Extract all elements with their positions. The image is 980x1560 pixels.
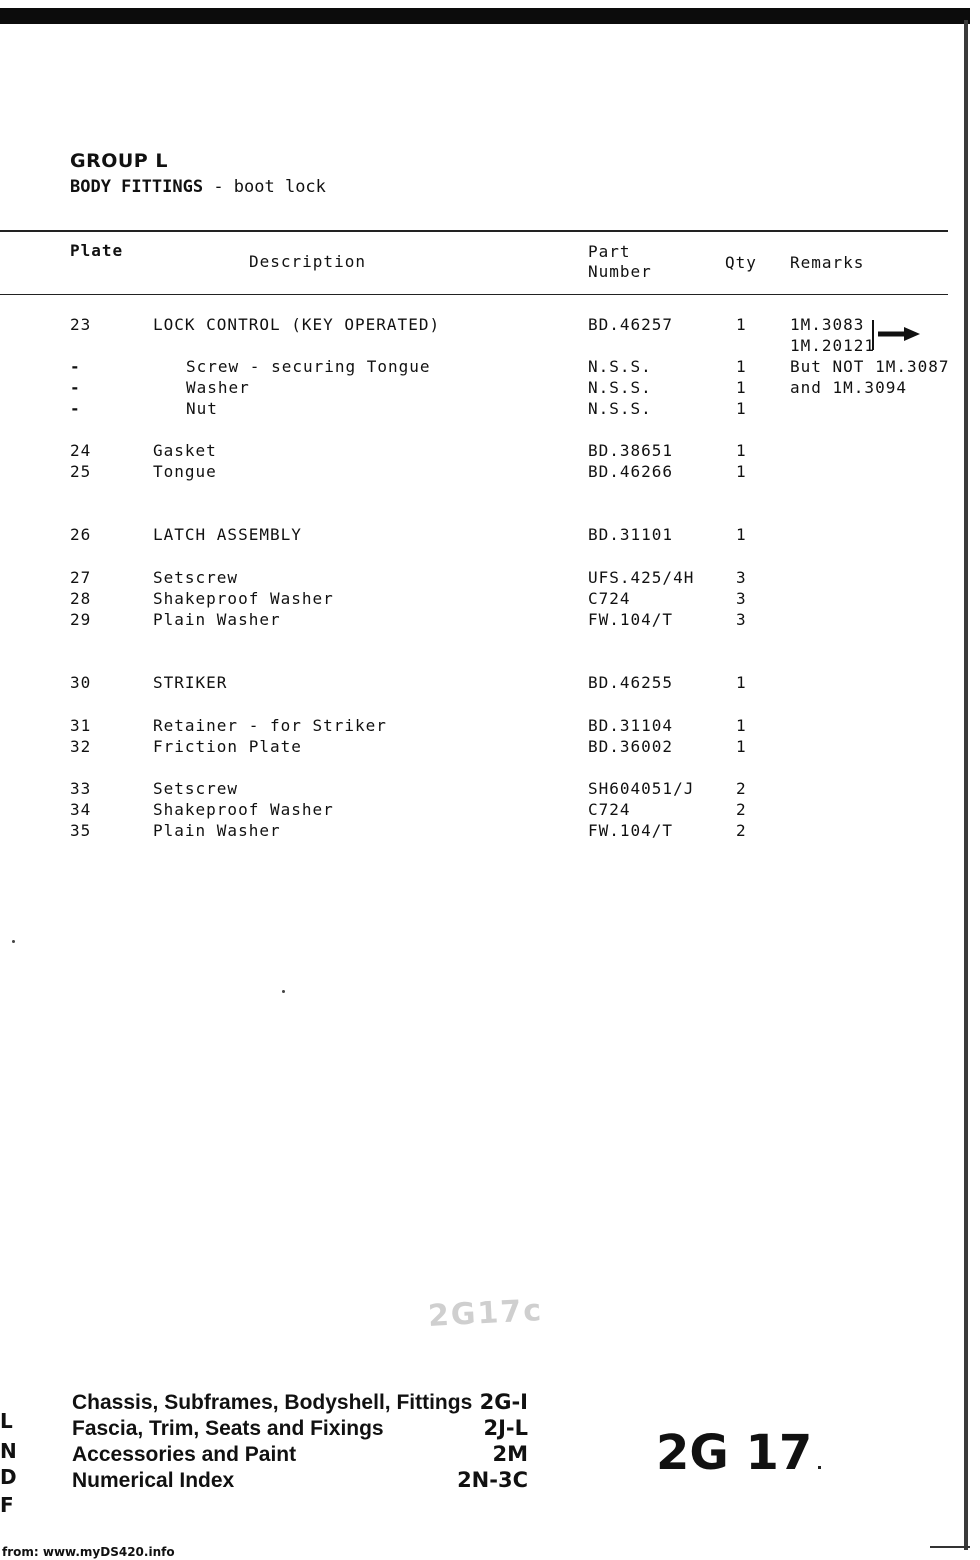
table-row [0, 440, 960, 461]
page-number: 2G 17 [656, 1425, 813, 1481]
quantity: 1 [736, 441, 747, 460]
quantity: 3 [736, 610, 747, 629]
index-code: 2J-L [483, 1416, 528, 1440]
column-header-part-line1: Part [588, 242, 631, 261]
plate-number: 25 [70, 462, 92, 481]
table-row [0, 335, 960, 356]
table-top-rule [0, 230, 948, 232]
description: Setscrew [153, 568, 239, 587]
quantity: 1 [736, 462, 747, 481]
table-row [0, 799, 960, 820]
part-number: SH604051/J [588, 779, 695, 798]
plate-number: 30 [70, 673, 92, 692]
part-number: BD.46255 [588, 673, 674, 692]
part-number: C724 [588, 800, 631, 819]
description: Shakeproof Washer [153, 800, 334, 819]
quantity: 1 [736, 673, 747, 692]
subtitle-topic: - boot lock [213, 177, 326, 197]
table-row [0, 314, 960, 335]
index-label: Numerical Index [72, 1469, 235, 1492]
part-number: BD.46257 [588, 315, 674, 334]
description: Washer [186, 378, 250, 397]
page-dot [818, 1466, 821, 1469]
quantity: 1 [736, 378, 747, 397]
plate-number: 28 [70, 589, 92, 608]
table-row [0, 778, 960, 799]
edge-tab-letter: F [0, 1493, 14, 1517]
scan-right-border [964, 20, 968, 1550]
table-row [0, 524, 960, 545]
plate-number: 31 [70, 716, 92, 735]
edge-tab-letter: L [0, 1409, 13, 1433]
part-number: N.S.S. [588, 357, 652, 376]
quantity: 1 [736, 315, 747, 334]
quantity: 1 [736, 357, 747, 376]
plate-number: 24 [70, 441, 92, 460]
remark: 1M.3083 [790, 315, 865, 334]
column-header-plate: Plate [70, 241, 124, 260]
description: LATCH ASSEMBLY [153, 525, 302, 544]
index-code: 2N-3C [457, 1468, 528, 1492]
part-number: BD.31101 [588, 525, 674, 544]
scan-top-border [0, 8, 970, 24]
table-row [0, 461, 960, 482]
plate-number: 33 [70, 779, 92, 798]
quantity: 2 [736, 779, 747, 798]
table-row [0, 672, 960, 693]
table-row [0, 588, 960, 609]
plate-number: - [70, 378, 81, 397]
arrow-right-icon [872, 318, 922, 354]
scan-speck [282, 990, 285, 993]
quantity: 3 [736, 568, 747, 587]
part-number: FW.104/T [588, 610, 674, 629]
quantity: 1 [736, 716, 747, 735]
part-number: FW.104/T [588, 821, 674, 840]
table-row [0, 736, 960, 757]
part-number: UFS.425/4H [588, 568, 695, 587]
quantity: 1 [736, 737, 747, 756]
handwritten-page-stamp: 2G17c [427, 1293, 544, 1334]
column-header-qty: Qty [725, 253, 757, 272]
part-number: BD.38651 [588, 441, 674, 460]
table-row [0, 398, 960, 419]
part-number: BD.31104 [588, 716, 674, 735]
part-number: N.S.S. [588, 378, 652, 397]
quantity: 3 [736, 589, 747, 608]
index-code: 2G-I [479, 1390, 528, 1414]
description: Gasket [153, 441, 217, 460]
plate-number: 35 [70, 821, 92, 840]
description: Shakeproof Washer [153, 589, 334, 608]
part-number: BD.36002 [588, 737, 674, 756]
description: LOCK CONTROL (KEY OPERATED) [153, 315, 441, 334]
table-row [0, 377, 960, 398]
column-header-remarks: Remarks [790, 253, 865, 272]
index-code: 2M [492, 1442, 528, 1466]
quantity: 1 [736, 399, 747, 418]
description: Setscrew [153, 779, 239, 798]
description: Nut [186, 399, 218, 418]
column-header-description: Description [249, 252, 366, 271]
scan-corner-mark [930, 1546, 970, 1548]
index-label: Chassis, Subframes, Bodyshell, Fittings [72, 1391, 473, 1414]
description: Friction Plate [153, 737, 302, 756]
quantity: 2 [736, 800, 747, 819]
description: STRIKER [153, 673, 228, 692]
quantity: 1 [736, 525, 747, 544]
remark: 1M.20121 [790, 336, 876, 355]
description: Retainer - for Striker [153, 716, 387, 735]
remark: and 1M.3094 [790, 378, 907, 397]
plate-number: 27 [70, 568, 92, 587]
plate-number: 32 [70, 737, 92, 756]
edge-tab-letter: D [0, 1465, 17, 1489]
table-header-rule [0, 294, 948, 295]
index-label: Accessories and Paint [72, 1443, 297, 1466]
index-label: Fascia, Trim, Seats and Fixings [72, 1417, 384, 1440]
part-number: C724 [588, 589, 631, 608]
description: Screw - securing Tongue [186, 357, 431, 376]
description: Plain Washer [153, 821, 281, 840]
table-row [0, 715, 960, 736]
column-header-part-line2: Number [588, 262, 652, 281]
scan-speck [12, 940, 15, 943]
part-number: N.S.S. [588, 399, 652, 418]
description: Plain Washer [153, 610, 281, 629]
description: Tongue [153, 462, 217, 481]
part-number: BD.46266 [588, 462, 674, 481]
plate-number: 23 [70, 315, 92, 334]
remark: But NOT 1M.3087 [790, 357, 950, 376]
table-row [0, 356, 960, 377]
edge-tab-letter: N [0, 1439, 17, 1463]
plate-number: - [70, 357, 81, 376]
table-row [0, 567, 960, 588]
source-credit: from: www.myDS420.info [2, 1545, 175, 1559]
group-title: GROUP L [70, 150, 168, 172]
group-subtitle [70, 177, 326, 197]
table-row [0, 820, 960, 841]
plate-number: 29 [70, 610, 92, 629]
table-row [0, 609, 960, 630]
plate-number: 34 [70, 800, 92, 819]
plate-number: 26 [70, 525, 92, 544]
plate-number: - [70, 399, 81, 418]
quantity: 2 [736, 821, 747, 840]
subtitle-section: BODY FITTINGS [70, 177, 204, 197]
